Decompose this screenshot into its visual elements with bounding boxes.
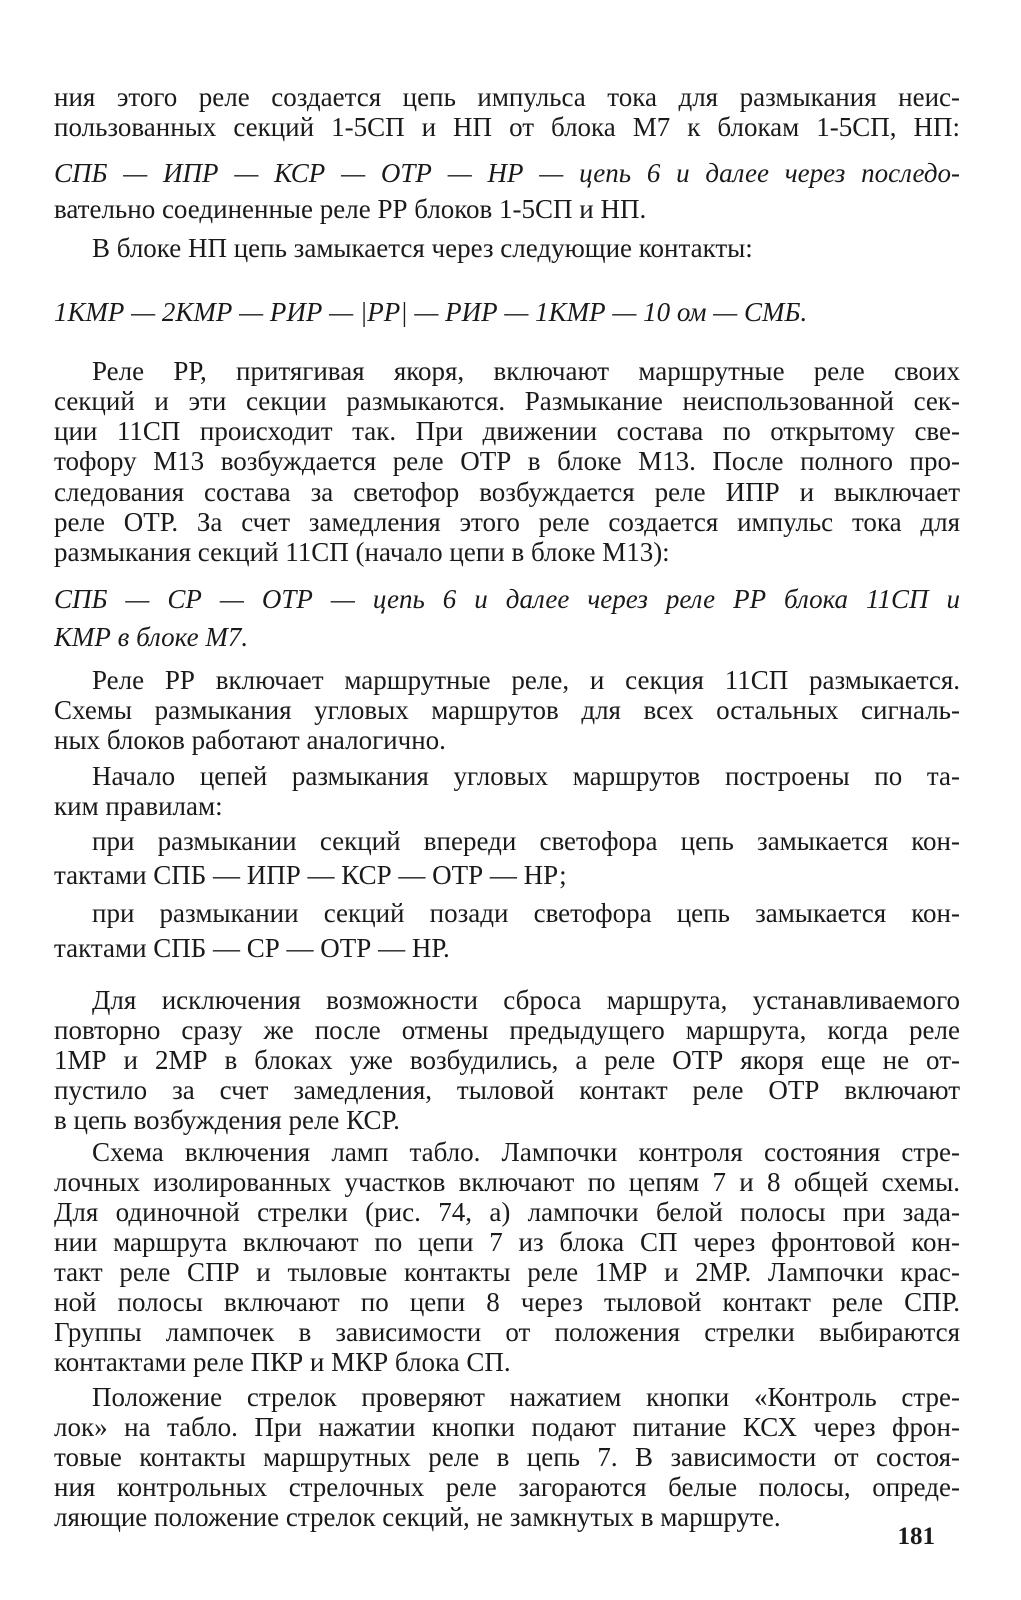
text-line: Схемы размыкания угловых маршрутов для всех остальных сигналь-	[54, 695, 960, 725]
text-line: ных блоков работают аналогично.	[54, 725, 446, 755]
text-line: в цепь возбуждения реле КСР.	[54, 1105, 400, 1135]
text-line: товые контакты маршрутных реле в цепь 7. В зависимости от состоя-	[54, 1442, 960, 1472]
text-line: Для одиночной стрелки (рис. 74, а) лампочки белой полосы при зада-	[54, 1197, 960, 1227]
text-line: тофору М13 возбуждается реле ОТР в блоке М13. После полного про-	[54, 446, 960, 476]
text-line: ной полосы включают по цепи 8 через тыловой контакт реле СПР.	[54, 1287, 960, 1317]
text-line: Схема включения ламп табло. Лампочки контроля состояния стре-	[92, 1137, 960, 1167]
text-line: пустило за счет замедления, тыловой контакт реле ОТР включают	[54, 1075, 960, 1105]
text-line: ния этого реле создается цепь импульса тока для размыкания неис-	[54, 82, 960, 112]
text-line: Для исключения возможности сброса маршрута, устанавливаемого	[92, 985, 960, 1015]
text-line: Реле РР, притягивая якоря, включают маршрутные реле своих	[92, 356, 960, 386]
text-line: контактами реле ПКР и МКР блока СП.	[54, 1347, 511, 1377]
text-line: при размыкании секций впереди светофора цепь замыкается кон-	[92, 826, 960, 856]
formula-line: 1КМР — 2КМР — РИР — |РР| — РИР — 1КМР — 10 ом — СМБ.	[54, 297, 808, 327]
text-line: следования состава за светофор возбуждается реле ИПР и выключает	[54, 477, 960, 507]
text-line: нии маршрута включают по цепи 7 из блока СП через фронтовой кон-	[54, 1227, 960, 1257]
text-line: Начало цепей размыкания угловых маршрутов построены по та-	[92, 761, 960, 791]
text-line: тактами СПБ — ИПР — КСР — ОТР — НР;	[54, 860, 567, 890]
text-line: Положение стрелок проверяют нажатием кнопки «Контроль стре-	[92, 1382, 960, 1412]
text-line: реле ОТР. За счет замедления этого реле создается импульс тока для	[54, 507, 960, 537]
formula-line: СПБ — СР — ОТР — цепь 6 и далее через реле РР блока 11СП и	[54, 584, 960, 614]
text-line: Группы лампочек в зависимости от положения стрелки выбираются	[54, 1317, 960, 1347]
page-number: 181	[897, 1523, 935, 1550]
text-line: при размыкании секций позади светофора цепь замыкается кон-	[92, 898, 960, 928]
text-line: лочных изолированных участков включают по цепям 7 и 8 общей схемы.	[54, 1167, 960, 1197]
text-line: лок» на табло. При нажатии кнопки подают питание КСХ через фрон-	[54, 1412, 960, 1442]
formula-line: СПБ — ИПР — КСР — ОТР — НР — цепь 6 и далее через последо-	[54, 158, 960, 188]
text-line: размыкания секций 11СП (начало цепи в блоке М13):	[54, 537, 670, 567]
text-line: ким правилам:	[54, 791, 223, 821]
text-line: такт реле СПР и тыловые контакты реле 1МР и 2МР. Лампочки крас-	[54, 1257, 960, 1287]
text-line: секций и эти секции размыкаются. Размыкание неиспользованной сек-	[54, 386, 960, 416]
text-line: тактами СПБ — СР — ОТР — НР.	[54, 933, 450, 963]
text-line: вательно соединенные реле РР блоков 1-5СП и НП.	[54, 194, 647, 224]
text-line: ния контрольных стрелочных реле загораются белые полосы, опреде-	[54, 1472, 960, 1502]
text-line: ляющие положение стрелок секций, не замкнутых в маршруте.	[54, 1502, 781, 1532]
text-line: пользованных секций 1-5СП и НП от блока М7 к блокам 1-5СП, НП:	[54, 112, 960, 142]
text-line: 1МР и 2МР в блоках уже возбудились, а реле ОТР якоря еще не от-	[54, 1045, 960, 1075]
formula-line: КМР в блоке М7.	[54, 622, 249, 652]
text-line: ции 11СП происходит так. При движении состава по открытому све-	[54, 416, 960, 446]
text-line: В блоке НП цепь замыкается через следующие контакты:	[92, 233, 753, 263]
text-line: Реле РР включает маршрутные реле, и секция 11СП размыкается.	[92, 665, 960, 695]
text-line: повторно сразу же после отмены предыдущего маршрута, когда реле	[54, 1015, 960, 1045]
